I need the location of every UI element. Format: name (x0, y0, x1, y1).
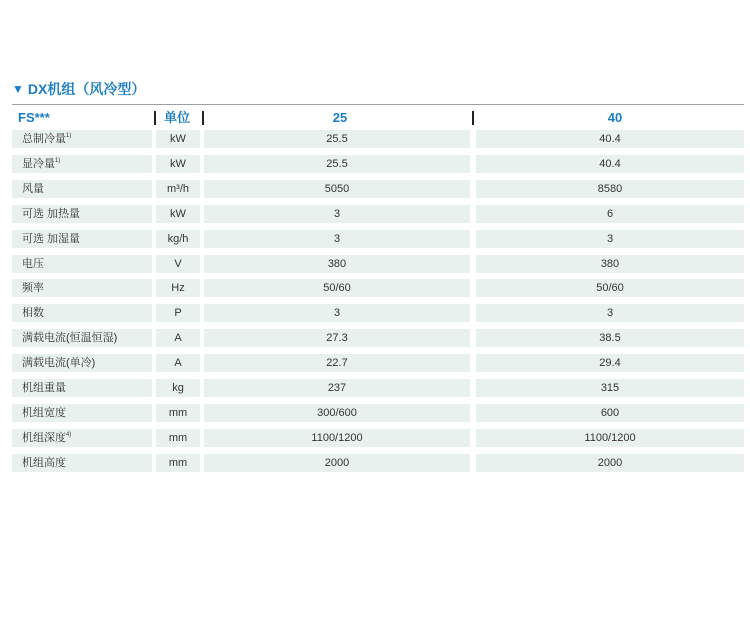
row-value-25: 3 (204, 205, 470, 223)
table-row (0, 279, 750, 297)
row-value-40: 38.5 (476, 329, 744, 347)
row-value-25: 50/60 (204, 279, 470, 297)
row-unit: P (156, 304, 200, 322)
row-unit: mm (156, 454, 200, 472)
header-col-25: 25 (332, 110, 348, 125)
row-value-25: 25.5 (204, 130, 470, 148)
row-label (12, 255, 152, 273)
table-row (0, 454, 750, 472)
row-label (12, 329, 152, 347)
table-header (0, 108, 750, 128)
footnote-marker: 1) (55, 158, 61, 164)
row-unit: A (156, 354, 200, 372)
row-label (12, 180, 152, 198)
table-row (0, 155, 750, 173)
row-unit: kg/h (156, 230, 200, 248)
row-label-text: 机组高度 (22, 457, 66, 469)
row-label-text: 总制冷量 (22, 133, 66, 145)
table-row (0, 329, 750, 347)
row-value-25: 22.7 (204, 354, 470, 372)
header-separator (472, 111, 474, 125)
row-unit: kg (156, 379, 200, 397)
row-label-text: 机组重量 (22, 382, 66, 394)
row-label (12, 404, 152, 422)
table-row (0, 130, 750, 148)
row-value-40: 8580 (476, 180, 744, 198)
row-label-text: 显冷量 (22, 158, 55, 170)
table-row (0, 304, 750, 322)
table-row (0, 379, 750, 397)
row-value-25: 237 (204, 379, 470, 397)
row-label (12, 429, 152, 447)
row-label (12, 279, 152, 297)
table-row (0, 354, 750, 372)
row-value-40: 40.4 (476, 130, 744, 148)
row-label (12, 130, 152, 148)
table-row (0, 230, 750, 248)
row-value-25: 300/600 (204, 404, 470, 422)
row-label-text: 可选 加湿量 (22, 233, 81, 245)
row-label (12, 205, 152, 223)
row-label-text: 机组深度 (22, 432, 66, 444)
row-value-40: 3 (476, 230, 744, 248)
row-unit: kW (156, 130, 200, 148)
row-value-40: 3 (476, 304, 744, 322)
table-row (0, 180, 750, 198)
table-row (0, 255, 750, 273)
header-unit: 单位 (164, 110, 191, 125)
row-value-25: 2000 (204, 454, 470, 472)
table-row (0, 205, 750, 223)
header-col-40: 40 (607, 110, 623, 125)
row-label-text: 风量 (22, 183, 44, 195)
header-separator (202, 111, 204, 125)
row-value-40: 380 (476, 255, 744, 273)
row-label (12, 354, 152, 372)
row-label (12, 379, 152, 397)
row-value-40: 29.4 (476, 354, 744, 372)
row-unit: kW (156, 205, 200, 223)
table-row (0, 429, 750, 447)
row-label-text: 电压 (22, 258, 44, 270)
row-value-40: 315 (476, 379, 744, 397)
row-unit: V (156, 255, 200, 273)
row-value-25: 5050 (204, 180, 470, 198)
row-value-25: 380 (204, 255, 470, 273)
row-value-40: 1100/1200 (476, 429, 744, 447)
row-value-40: 6 (476, 205, 744, 223)
row-value-40: 2000 (476, 454, 744, 472)
section-title-text: DX机组（风冷型） (27, 81, 146, 97)
row-label (12, 155, 152, 173)
row-label-text: 相数 (22, 307, 44, 319)
row-label (12, 304, 152, 322)
footnote-marker: 4) (66, 432, 72, 438)
row-label-text: 机组宽度 (22, 407, 66, 419)
row-value-25: 25.5 (204, 155, 470, 173)
row-unit: A (156, 329, 200, 347)
header-divider (12, 104, 744, 105)
row-label-text: 满载电流(单冷) (22, 357, 96, 369)
row-value-25: 1100/1200 (204, 429, 470, 447)
row-unit: mm (156, 429, 200, 447)
row-unit: kW (156, 155, 200, 173)
footnote-marker: 1) (66, 133, 72, 139)
header-separator (154, 111, 156, 125)
row-unit: Hz (156, 279, 200, 297)
row-value-25: 27.3 (204, 329, 470, 347)
row-value-25: 3 (204, 230, 470, 248)
row-value-25: 3 (204, 304, 470, 322)
row-label-text: 可选 加热量 (22, 208, 81, 220)
row-label-text: 频率 (22, 282, 44, 294)
table-row (0, 404, 750, 422)
row-label (12, 230, 152, 248)
triangle-down-icon: ▼ (12, 82, 24, 96)
row-unit: m³/h (156, 180, 200, 198)
row-label-text: 满载电流(恒温恒湿) (22, 332, 118, 344)
row-value-40: 40.4 (476, 155, 744, 173)
row-unit: mm (156, 404, 200, 422)
row-value-40: 50/60 (476, 279, 744, 297)
row-value-40: 600 (476, 404, 744, 422)
header-model: FS*** (18, 110, 50, 125)
row-label (12, 454, 152, 472)
section-title (12, 79, 145, 99)
